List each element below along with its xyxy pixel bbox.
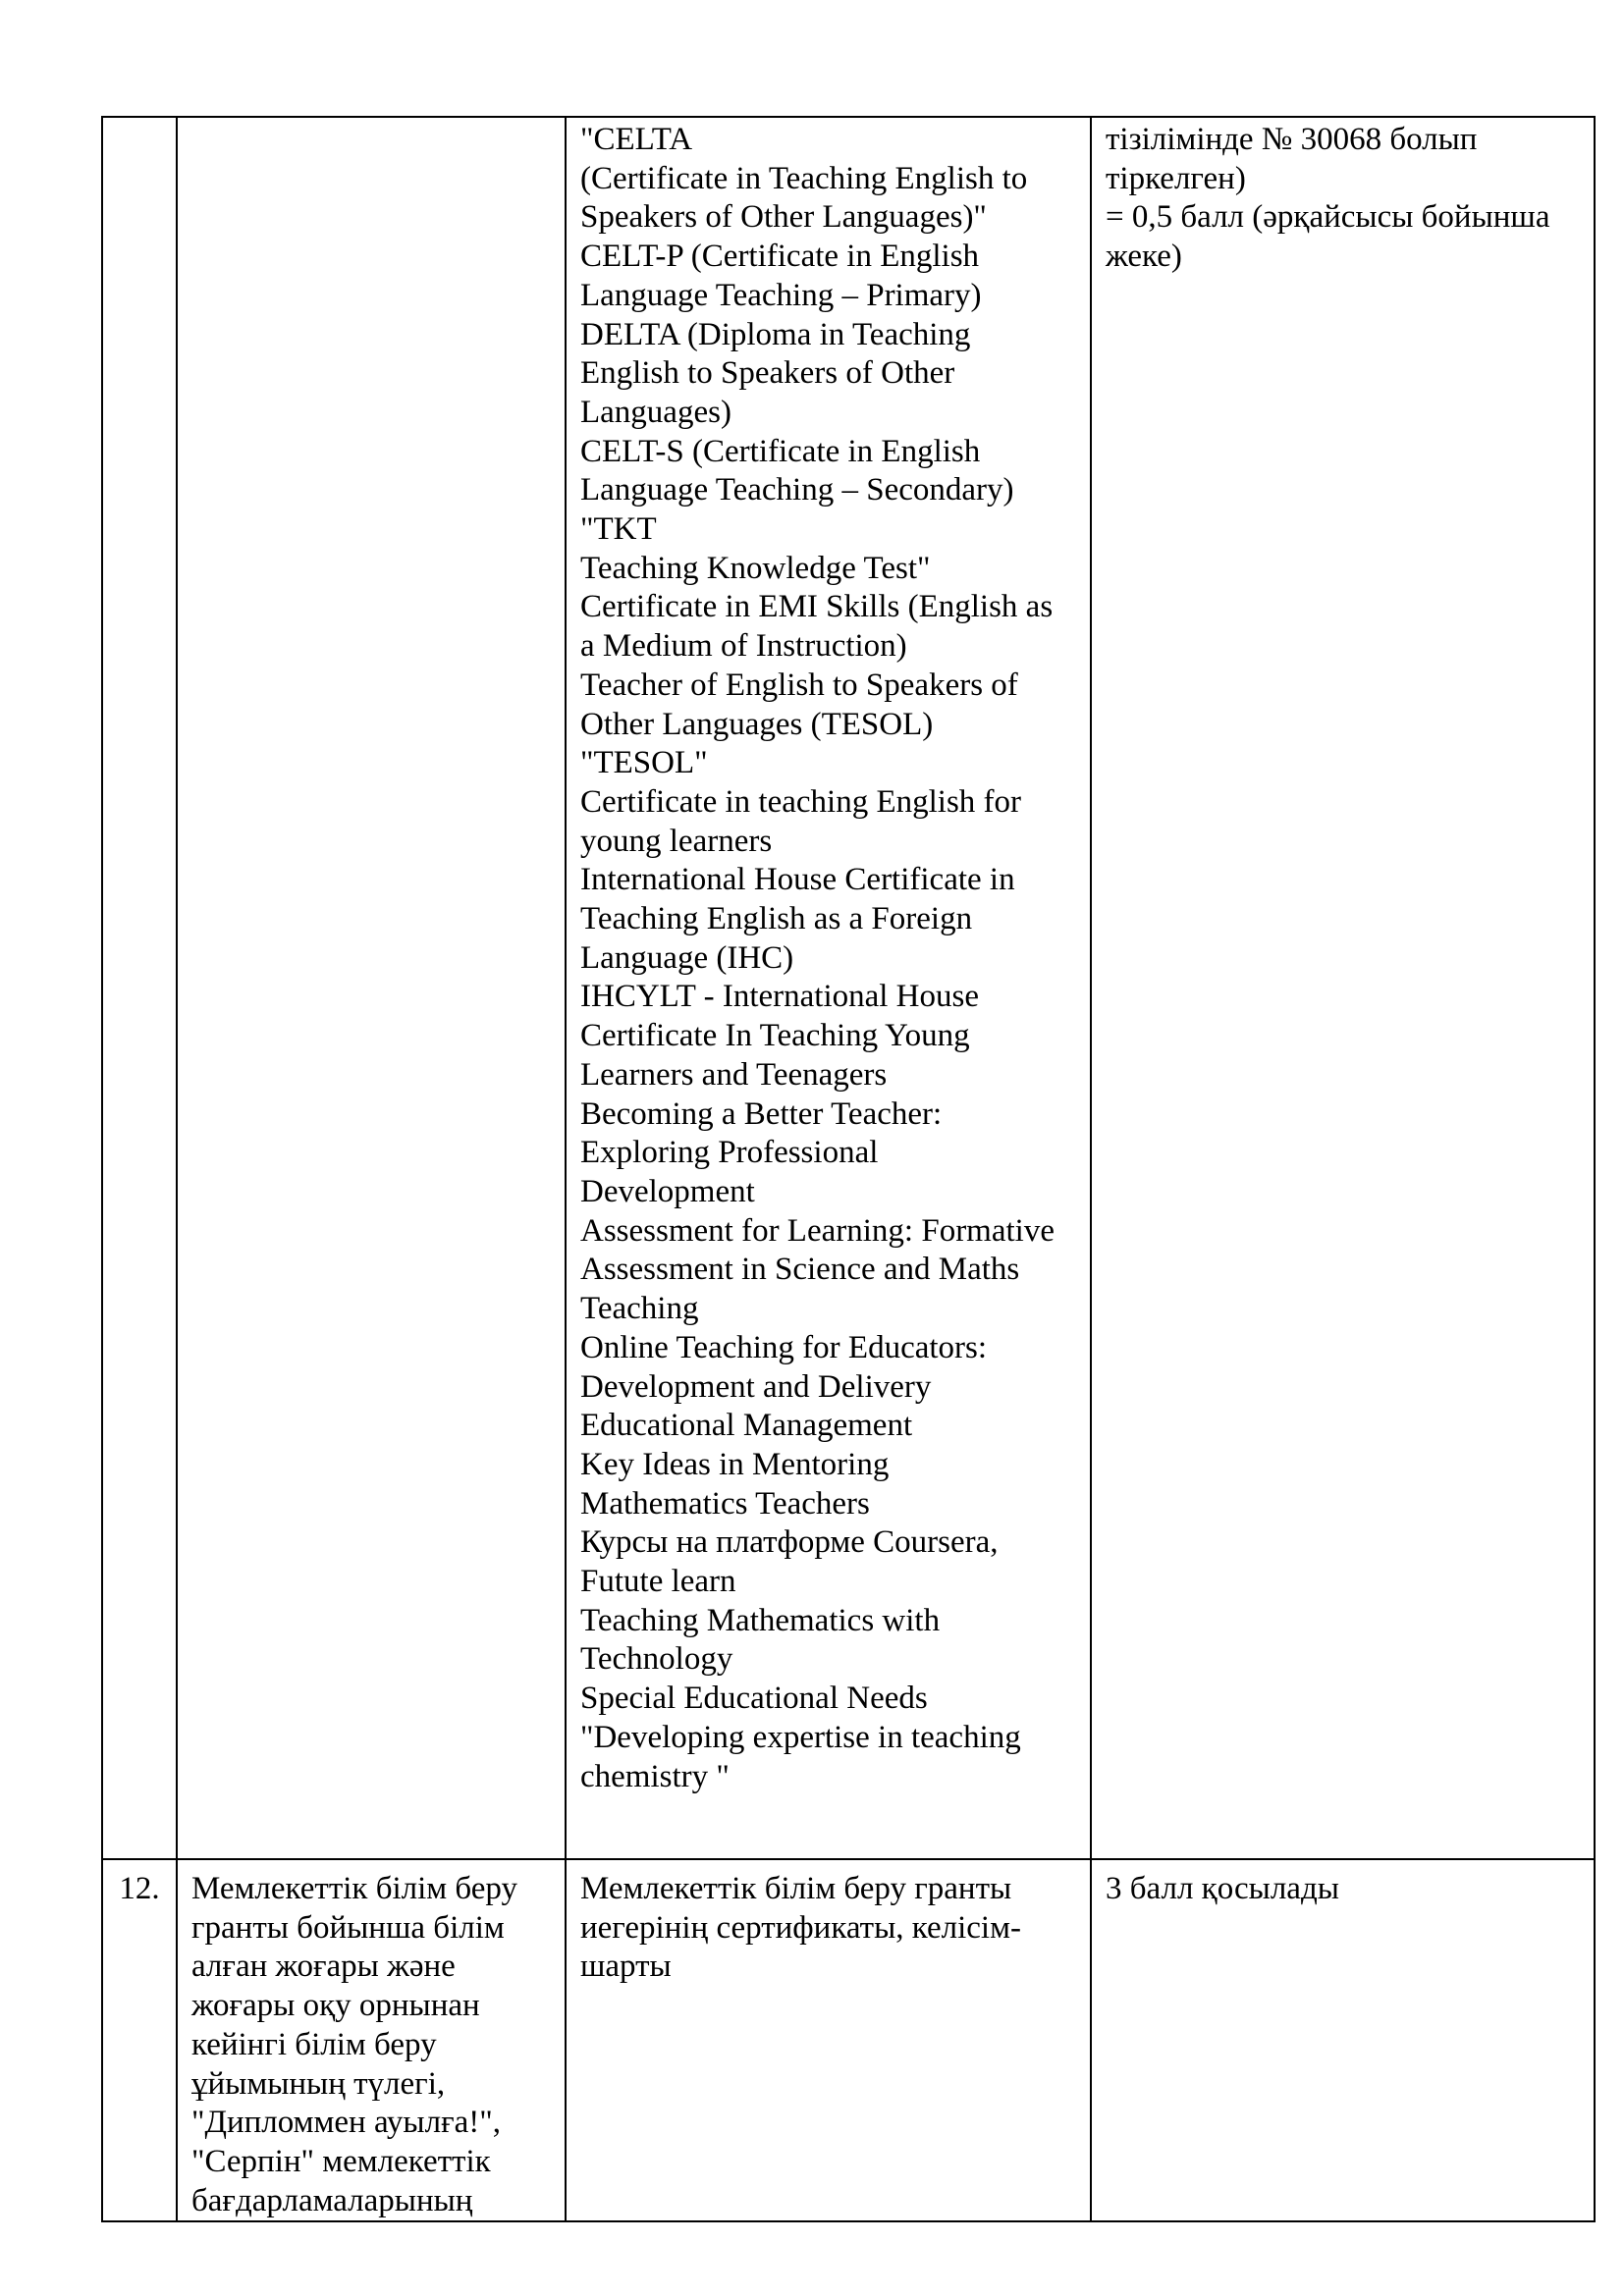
documents-line: Languages) — [580, 394, 731, 430]
score-line: тізілімінде № 30068 болып — [1106, 122, 1478, 157]
documents-line: Certificate in teaching English for — [580, 783, 1022, 820]
score-cell — [1091, 117, 1595, 1859]
documents-line: Teacher of English to Speakers of — [580, 667, 1018, 703]
documents-line: "TKT — [580, 511, 657, 548]
documents-line: Special Educational Needs — [580, 1681, 928, 1717]
documents-line: CELT-P (Certificate in English — [580, 239, 980, 275]
documents-line: Certificate in EMI Skills (English as — [580, 589, 1054, 625]
documents-line: Курсы на платформе Coursera, — [580, 1524, 999, 1561]
criterion-line: алған жоғары және — [191, 1949, 456, 1985]
documents-line: Exploring Professional — [580, 1135, 879, 1171]
documents-line: young learners — [580, 823, 773, 859]
documents-line: "CELTA — [580, 122, 693, 157]
documents-line: иегерінің сертификаты, келісім- — [580, 1909, 1021, 1946]
documents-line: Development — [580, 1173, 755, 1209]
documents-line: Assessment for Learning: Formative — [580, 1212, 1055, 1249]
documents-cell — [566, 1859, 1091, 2221]
criterion-line: Мемлекеттік білім беру — [191, 1871, 517, 1906]
criterion-line: "Серпін" мемлекеттік — [191, 2143, 491, 2179]
documents-line: Learners and Teenagers — [580, 1056, 888, 1093]
table-row — [102, 1859, 1595, 2221]
criterion-cell — [177, 117, 566, 1859]
criterion-line: "Дипломмен ауылға!", — [191, 2105, 501, 2141]
documents-line: Educational Management — [580, 1408, 913, 1444]
documents-line: Language Teaching – Secondary) — [580, 472, 1014, 508]
documents-line: a Medium of Instruction) — [580, 628, 907, 665]
row-number-cell — [102, 1859, 177, 2221]
documents-cell — [566, 117, 1091, 1859]
table-row — [102, 117, 1595, 1859]
score-line: = 0,5 балл (әрқайсысы бойынша — [1106, 199, 1550, 236]
criterion-cell — [177, 1859, 566, 2221]
documents-line: English to Speakers of Other — [580, 355, 955, 392]
documents-line: IHCYLT - International House — [580, 979, 980, 1015]
criterion-line: жоғары оқу орнынан — [191, 1988, 480, 2024]
documents-line: Development and Delivery — [580, 1368, 932, 1405]
criterion-line: ұйымының түлегі, — [191, 2065, 446, 2102]
documents-line: CELT-S (Certificate in English — [580, 433, 981, 469]
documents-line: (Certificate in Teaching English to — [580, 160, 1028, 196]
documents-line: International House Certificate in — [580, 862, 1015, 898]
documents-line: "Developing expertise in teaching — [580, 1719, 1021, 1755]
documents-line: Teaching — [580, 1291, 699, 1327]
criterion-line: гранты бойынша білім — [191, 1909, 505, 1946]
criteria-table — [101, 116, 1596, 2222]
documents-line: Мемлекеттік білім беру гранты — [580, 1871, 1012, 1906]
documents-line: Language (IHC) — [580, 939, 794, 976]
documents-line: Language Teaching – Primary) — [580, 277, 982, 313]
criterion-line: кейінгі білім беру — [191, 2026, 437, 2062]
row-number-cell — [102, 117, 177, 1859]
row-number: 12. — [119, 1871, 160, 1906]
documents-line: Technology — [580, 1641, 733, 1678]
documents-line: chemistry " — [580, 1758, 730, 1794]
score-line: жеке) — [1106, 239, 1182, 275]
documents-line: Speakers of Other Languages)" — [580, 199, 987, 236]
documents-line: "TESOL" — [580, 745, 708, 781]
documents-line: Teaching Knowledge Test" — [580, 550, 931, 586]
documents-line: Mathematics Teachers — [580, 1485, 870, 1522]
documents-line: Key Ideas in Mentoring — [580, 1446, 890, 1482]
documents-line: шарты — [580, 1949, 672, 1985]
score-line: тіркелген) — [1106, 160, 1246, 196]
criterion-line: бағдарламаларының — [191, 2182, 473, 2218]
documents-line: Other Languages (TESOL) — [580, 706, 934, 742]
documents-line: Assessment in Science and Maths — [580, 1252, 1020, 1288]
documents-line: Online Teaching for Educators: — [580, 1329, 988, 1365]
documents-line: Certificate In Teaching Young — [580, 1018, 970, 1054]
documents-line: Becoming a Better Teacher: — [580, 1095, 943, 1132]
documents-line: Teaching Mathematics with — [580, 1602, 941, 1638]
score-cell — [1091, 1859, 1595, 2221]
documents-line: Teaching English as a Foreign — [580, 901, 973, 937]
score-line: 3 балл қосылады — [1106, 1871, 1339, 1906]
documents-line: DELTA (Diploma in Teaching — [580, 316, 971, 352]
documents-line: Futute learn — [580, 1564, 736, 1600]
